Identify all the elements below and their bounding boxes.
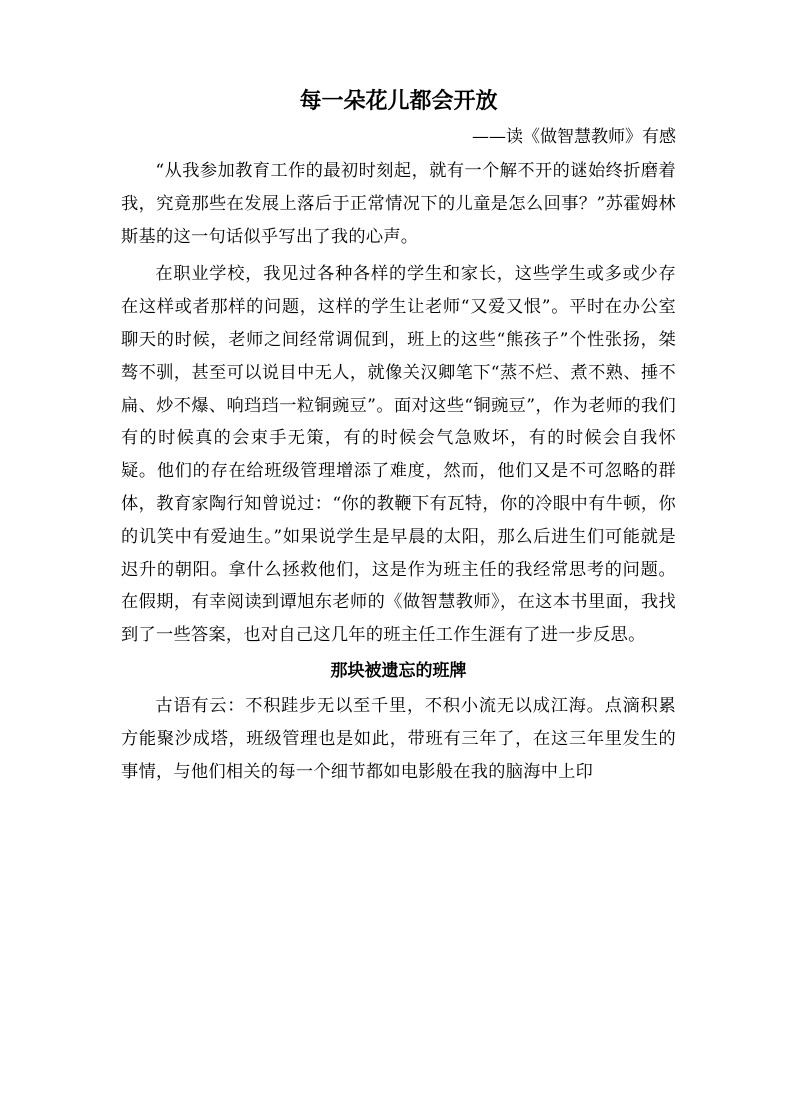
document-subtitle: ——读《做智慧教师》有感: [472, 127, 676, 147]
body-paragraph-2: 在职业学校，我见过各种各样的学生和家长，这些学生或多或少存在这样或者那样的问题，这样的学生让老师“又爱又恨”。平时在办公室聊天的时候，老师之间经常调侃到，班上的这些“熊孩子”个性张扬，桀骜不驯，甚至可以说目中无人，就像关汉卿笔下“蒸不烂、煮不熟、捶不扁、炒不爆、响珰珰一粒铜豌豆”。面对这些“铜豌豆”，作为老师的我们有的时候真的会束手无策，有的时候会气急败坏，有的时候会自我怀疑。他们的存在给班级管理增添了难度，然而，他们又是不可忽略的群体，教育家陶行知曾说过：“你的教鞭下有瓦特，你的冷眼中有牛顿，你的讥笑中有爱迪生。”如果说学生是早晨的太阳，那么后进生们可能就是迟升的朝阳。拿什么拯救他们，这是作为班主任的我经常思考的问题。在假期，有幸阅读到谭旭东老师的《做智慧教师》，在这本书里面，我找到了一些答案，也对自己这几年的班主任工作生涯有了进一步反思。: [121, 264, 676, 646]
section-heading: 那块被遗忘的班牌: [330, 660, 467, 681]
body-paragraph-1: “从我参加教育工作的最初时刻起，就有一个解不开的谜始终折磨着我，究竟那些在发展上落后于正常情况下的儿童是怎么回事？”苏霍姆林斯基的这一句话似乎写出了我的心声。: [121, 161, 676, 247]
section-paragraph-1: 古语有云：不积跬步无以至千里，不积小流无以成江海。点滴积累方能聚沙成塔，班级管理也是如此，带班有三年了，在这三年里发生的事情，与他们相关的每一个细节都如电影般在我的脑海中上印: [121, 695, 676, 782]
document-body: [121, 80, 676, 788]
document-title: 每一朵花儿都会开放: [299, 89, 498, 114]
